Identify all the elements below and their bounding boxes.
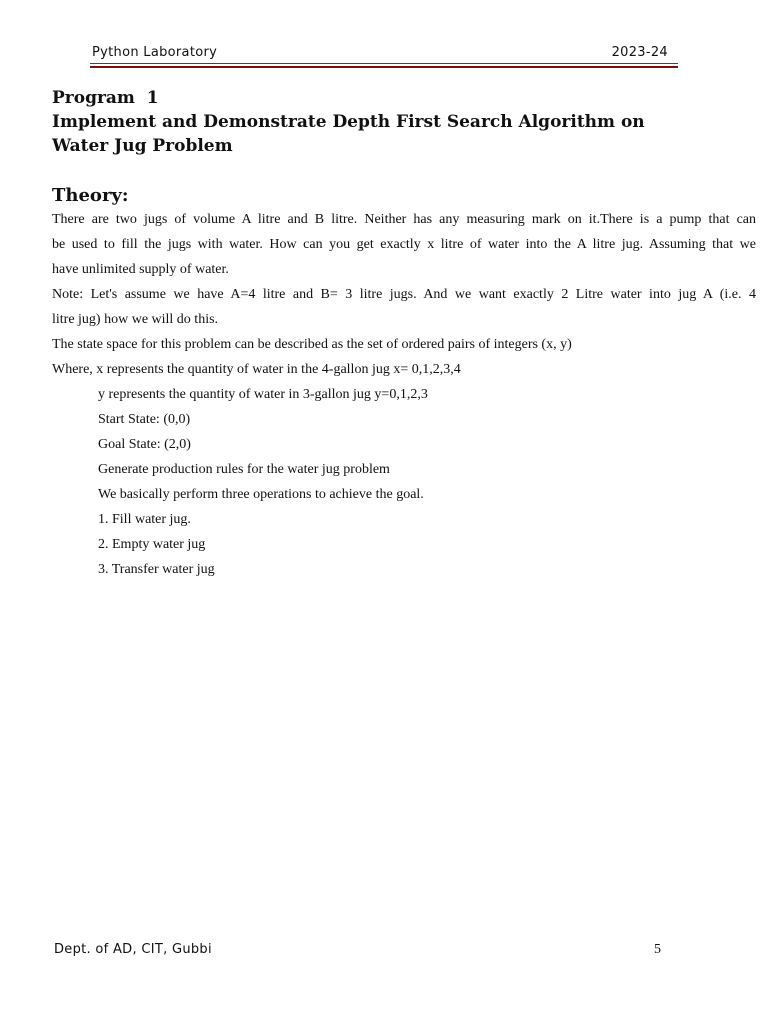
theory-note-line1: Note: Let's assume we have A=4 litre and B= 3 litre jugs. And we want exactly 2 Litre water into jug A (i.e. 4 [52, 287, 756, 302]
theory-heading: Theory: [52, 185, 129, 206]
program-title-block [52, 86, 712, 158]
theory-goal-state: Goal State: (2,0) [98, 437, 191, 452]
theory-body [52, 207, 756, 582]
operation-item-transfer: 3. Transfer water jug [98, 562, 215, 577]
program-label: Program 1 [52, 88, 159, 108]
operation-item-empty: 2. Empty water jug [98, 537, 206, 552]
theory-note-line2: litre jug) how we will do this. [52, 312, 219, 327]
program-title-line-2: Water Jug Problem [52, 136, 233, 156]
header-course-title: Python Laboratory [92, 45, 218, 60]
theory-where-x: Where, x represents the quantity of water in the 4-gallon jug x= 0,1,2,3,4 [52, 362, 461, 377]
theory-para1-line3: have unlimited supply of water. [52, 262, 229, 277]
program-title-line-1: Implement and Demonstrate Depth First Search Algorithm on [52, 112, 645, 132]
footer-department: Dept. of AD, CIT, Gubbi [54, 942, 212, 957]
footer-page-number: 5 [654, 942, 661, 957]
theory-y-represents: y represents the quantity of water in 3-gallon jug y=0,1,2,3 [98, 387, 428, 402]
theory-three-operations: We basically perform three operations to achieve the goal. [98, 487, 424, 502]
theory-generate-rules: Generate production rules for the water jug problem [98, 462, 390, 477]
operation-item-fill: 1. Fill water jug. [98, 512, 191, 527]
header-rule-thin [90, 63, 678, 64]
theory-para1-line1: There are two jugs of volume A litre and B litre. Neither has any measuring mark on it.There is a pump that can [52, 212, 756, 227]
header-academic-year: 2023-24 [611, 45, 668, 60]
header-rule-thick [90, 66, 678, 68]
theory-para1-line2: be used to fill the jugs with water. How can you get exactly x litre of water into the A litre jug. Assuming that we [52, 237, 756, 252]
theory-state-space: The state space for this problem can be described as the set of ordered pairs of integers (x, y) [52, 337, 572, 352]
theory-start-state: Start State: (0,0) [98, 412, 191, 427]
